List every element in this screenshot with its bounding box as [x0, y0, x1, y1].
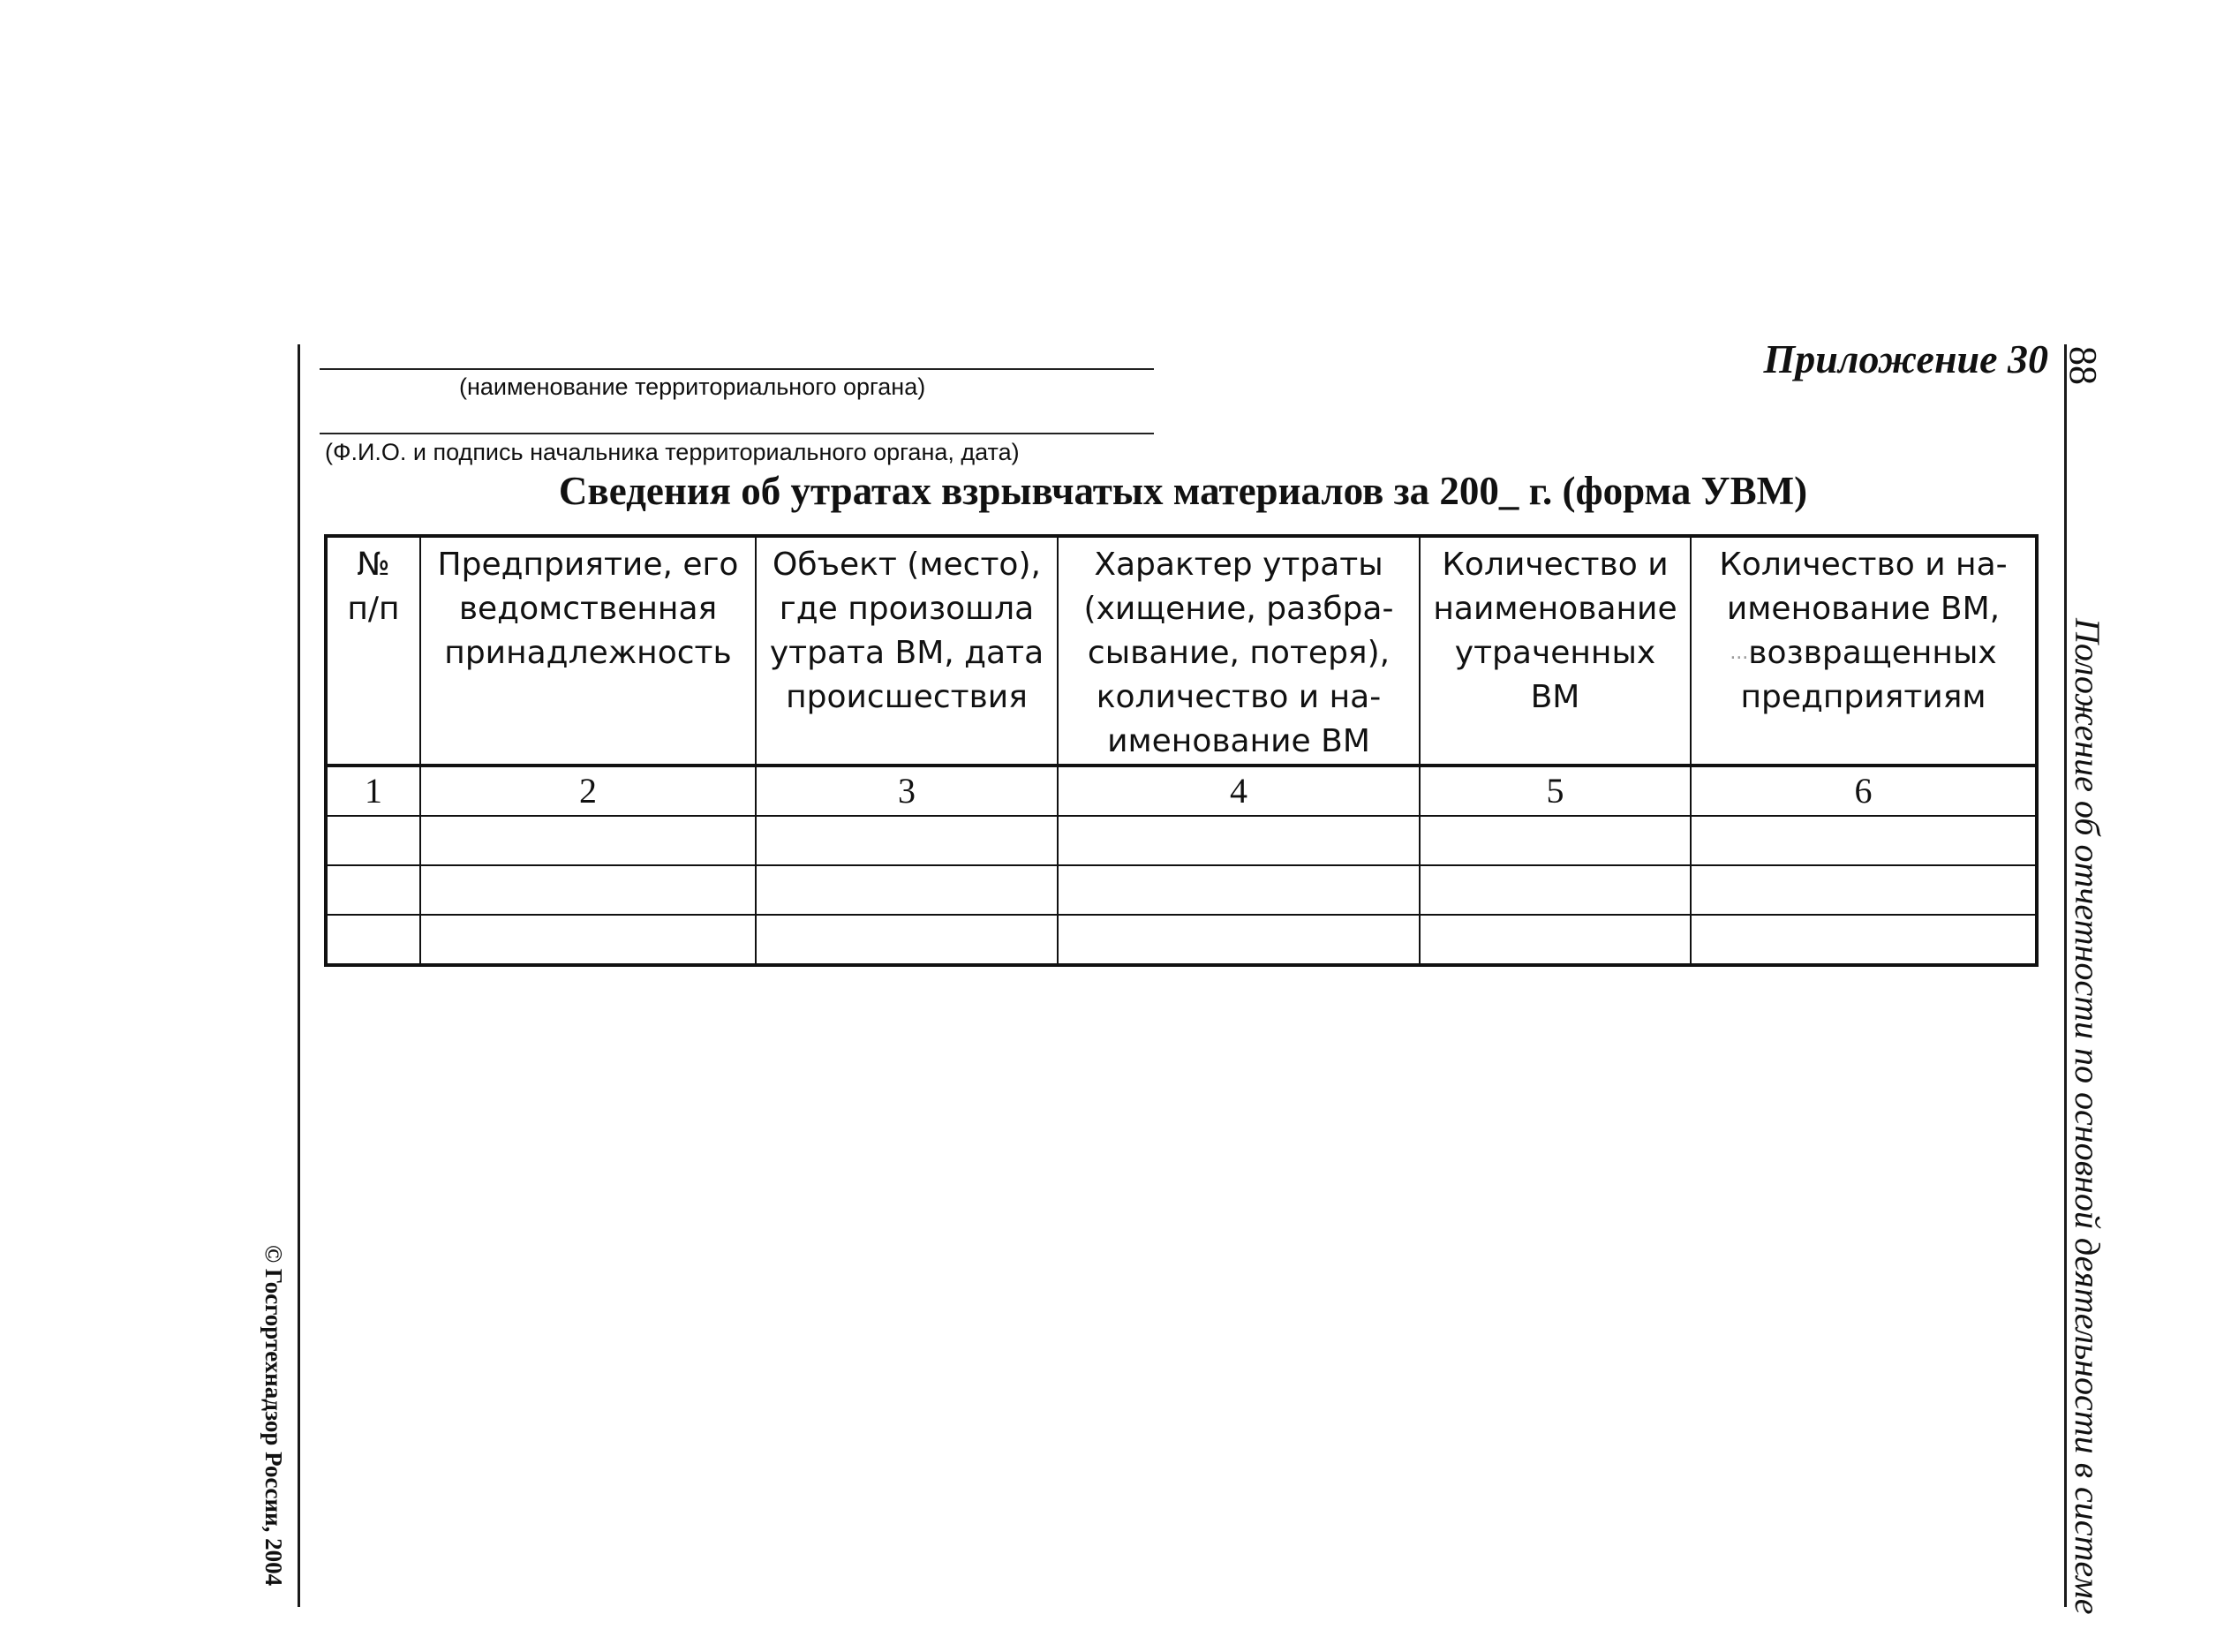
table-row — [326, 865, 2037, 915]
column-header-returned-quantity: Количество и на- именование ВМ, ...возвращенных предприятиям — [1691, 536, 2037, 766]
column-header-lost-quantity: Количество и наименование утраченных ВМ — [1420, 536, 1691, 766]
table-cell — [756, 915, 1058, 965]
table-cell — [756, 865, 1058, 915]
table-cell — [1420, 865, 1691, 915]
table-cell — [1420, 915, 1691, 965]
column-header-loss-nature: Характер утраты (хищение, разбра- сывание, потеря), количество и на- именование ВМ — [1058, 536, 1420, 766]
table-cell — [420, 816, 756, 865]
appendix-label: Приложение 30 — [1763, 336, 2048, 381]
signature-line — [320, 433, 1154, 434]
table-row — [326, 816, 2037, 865]
column-number: 1 — [326, 766, 420, 816]
table-header-row — [326, 536, 2037, 766]
document-title: Сведения об утратах взрывчатых материалов за 200_ г. (форма УВМ) — [558, 469, 1808, 513]
running-title-text: Положение об отчетности по основной деятельности в системе — [2068, 618, 2107, 1615]
column-header-enterprise: Предприятие, его ведомственная принадлежность — [420, 536, 756, 766]
stray-mark: ... — [1730, 642, 1749, 664]
table-row — [326, 915, 2037, 965]
table-cell — [420, 915, 756, 965]
table-cell — [326, 816, 420, 865]
column-number-row — [326, 766, 2037, 816]
table-cell — [1058, 865, 1420, 915]
table-cell — [1420, 816, 1691, 865]
column-number: 2 — [420, 766, 756, 816]
losses-table — [324, 534, 2039, 967]
column-number: 6 — [1691, 766, 2037, 816]
org-name-label: (наименование территориального органа) — [459, 373, 926, 400]
org-name-line — [320, 368, 1154, 370]
column-header-number: № п/п — [326, 536, 420, 766]
page-number-text: 88 — [2061, 346, 2105, 385]
table-cell — [756, 816, 1058, 865]
column-number: 5 — [1420, 766, 1691, 816]
table-cell — [326, 865, 420, 915]
table-cell — [420, 865, 756, 915]
table-cell — [1691, 816, 2037, 865]
column-number: 3 — [756, 766, 1058, 816]
table-cell — [1058, 915, 1420, 965]
table-cell — [1058, 816, 1420, 865]
signature-label: (Ф.И.О. и подпись начальника территориального органа, дата) — [325, 439, 1020, 465]
left-margin-rule — [298, 344, 300, 1607]
table-cell — [1691, 865, 2037, 915]
column-header-object: Объект (место), где произошла утрата ВМ, дата происшествия — [756, 536, 1058, 766]
copyright-text: © Госгортехнадзор России, 2004 — [260, 1245, 287, 1587]
table-cell — [1691, 915, 2037, 965]
column-number: 4 — [1058, 766, 1420, 816]
table-cell — [326, 915, 420, 965]
